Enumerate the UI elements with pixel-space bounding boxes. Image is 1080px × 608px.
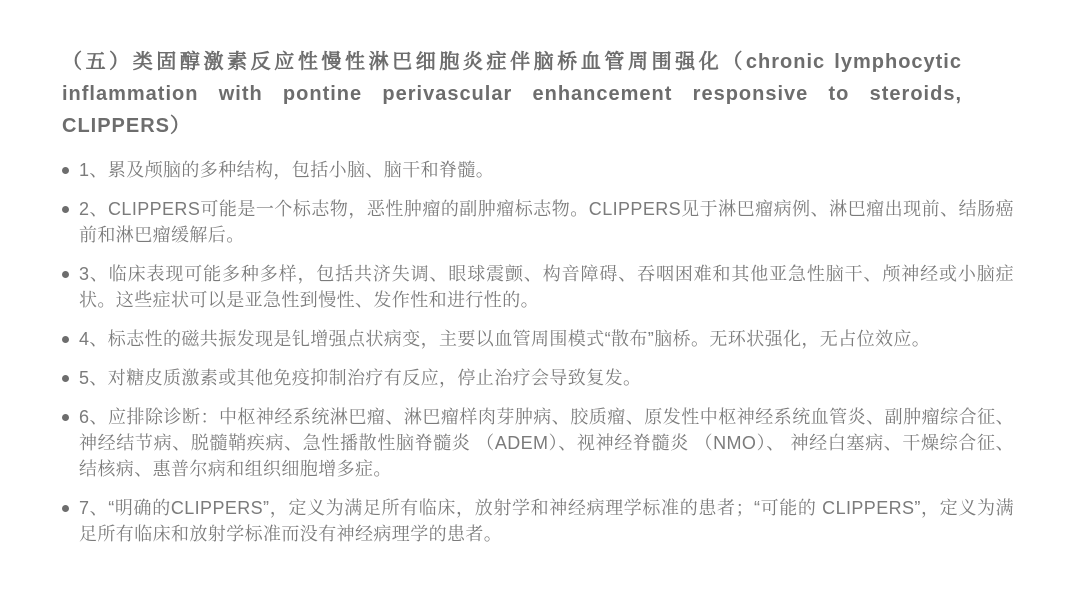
bullet-text: 4、标志性的磁共振发现是钆增强点状病变，主要以血管周围模式“散布”脑桥。无环状强化，无占位效应。 (79, 329, 931, 349)
bullet-dot-icon (62, 505, 69, 512)
list-item (62, 404, 1014, 482)
list-item (62, 261, 1014, 313)
bullet-dot-icon (62, 414, 69, 421)
slide-title: （五）类固醇激素反应性慢性淋巴细胞炎症伴脑桥血管周围强化（chronic lymphocytic inflammation with pontine perivascular enhancement responsive to steroids, CLIPPERS） (62, 51, 962, 137)
bullet-dot-icon (62, 375, 69, 382)
bullet-dot-icon (62, 167, 69, 174)
list-item (62, 157, 1014, 183)
list-item (62, 495, 1014, 547)
bullet-text: 3、临床表现可能多种多样，包括共济失调、眼球震颤、构音障碍、吞咽困难和其他亚急性脑干、颅神经或小脑症状。这些症状可以是亚急性到慢性、发作性和进行性的。 (79, 264, 1014, 310)
bullet-dot-icon (62, 336, 69, 343)
bullet-dot-icon (62, 206, 69, 213)
bullet-text: 7、“明确的CLIPPERS”，定义为满足所有临床，放射学和神经病理学标准的患者；“可能的 CLIPPERS”，定义为满足所有临床和放射学标准而没有神经病理学的患者。 (79, 498, 1014, 544)
bullet-list (62, 157, 1014, 547)
list-item (62, 326, 1014, 352)
bullet-dot-icon (62, 271, 69, 278)
bullet-text: 5、对糖皮质激素或其他免疫抑制治疗有反应，停止治疗会导致复发。 (79, 368, 642, 388)
bullet-text: 1、累及颅脑的多种结构，包括小脑、脑干和脊髓。 (79, 160, 495, 180)
list-item (62, 365, 1014, 391)
list-item (62, 196, 1014, 248)
bullet-text: 2、CLIPPERS可能是一个标志物，恶性肿瘤的副肿瘤标志物。CLIPPERS见于淋巴瘤病例、淋巴瘤出现前、结肠癌前和淋巴瘤缓解后。 (79, 199, 1014, 245)
bullet-text: 6、应排除诊断：中枢神经系统淋巴瘤、淋巴瘤样肉芽肿病、胶质瘤、原发性中枢神经系统血管炎、副肿瘤综合征、神经结节病、脱髓鞘疾病、急性播散性脑脊髓炎 （ADEM）、视神经脊髓炎 （NMO）、 神经白塞病、干燥综合征、结核病、惠普尔病和组织细胞增多症。 (79, 407, 1014, 479)
